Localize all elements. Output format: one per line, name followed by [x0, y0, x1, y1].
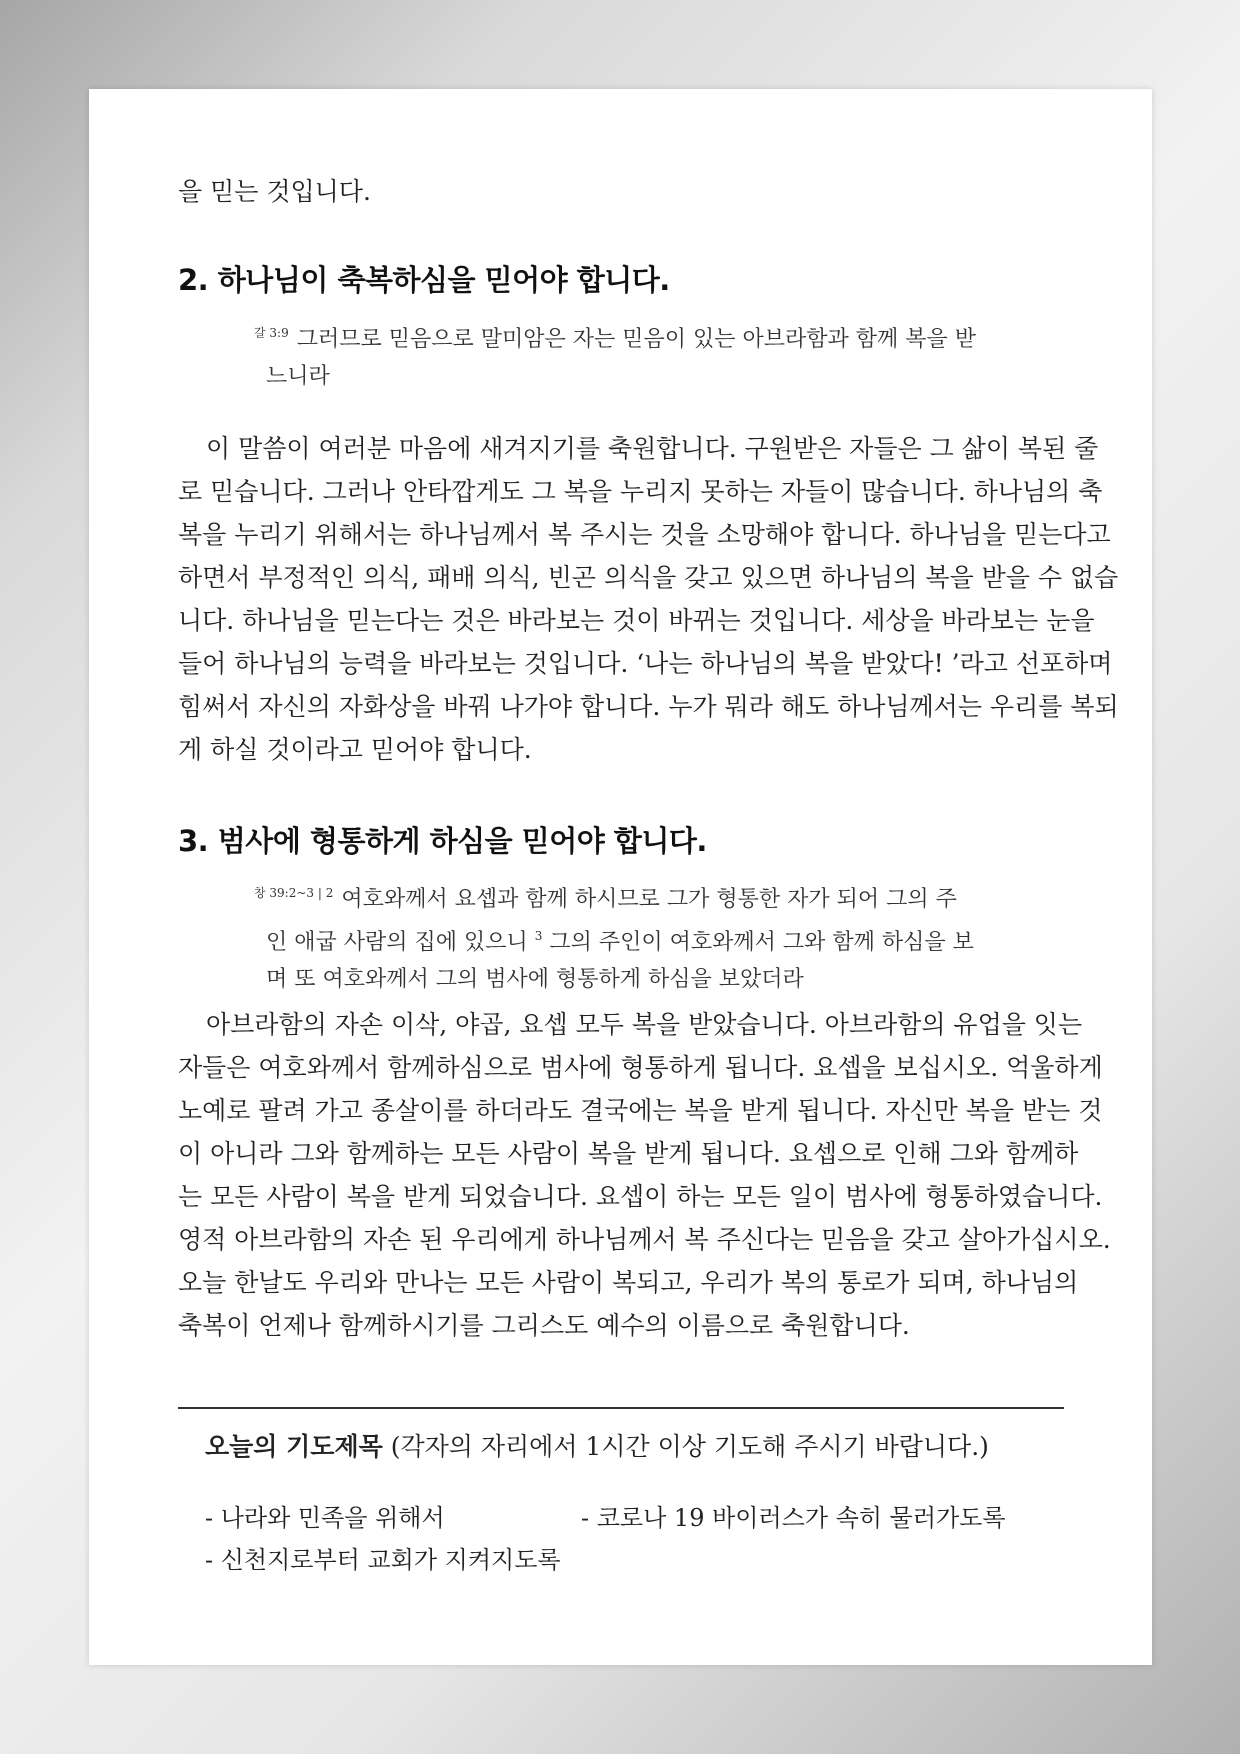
paragraph-line: 니다. 하나님을 믿는다는 것은 바라보는 것이 바뀌는 것입니다. 세상을 바라보는 눈을 — [178, 606, 1095, 635]
verse-text: 여호와께서 요셉과 함께 하시므로 그가 형통한 자가 되어 그의 주 — [341, 887, 957, 912]
section-2-heading: 2. 하나님이 축복하심을 믿어야 합니다. — [178, 263, 670, 297]
prayer-title — [205, 1427, 989, 1467]
prayer-subtitle: (각자의 자리에서 1시간 이상 기도해 주시기 바랍니다.) — [390, 1432, 989, 1461]
verse-line-3: 며 또 여호와께서 그의 범사에 형통하게 하심을 보았더라 — [266, 967, 804, 992]
verse-reference: 창 39:2~3 | 2 — [254, 886, 334, 900]
paragraph-line: 자들은 여호와께서 함께하심으로 범사에 형통하게 됩니다. 요셉을 보십시오. 억울하게 — [178, 1053, 1103, 1082]
verse-line-1 — [254, 875, 994, 918]
verse-line-2: 느니라 — [266, 364, 330, 389]
verse-text: 그러므로 믿음으로 말미암은 자는 믿음이 있는 아브라함과 함께 복을 받 — [296, 327, 976, 352]
verse-reference: 갈 3:9 — [254, 326, 289, 340]
paragraph-line: 이 말씀이 여러분 마음에 새겨지기를 축원합니다. 구원받은 자들은 그 삶이 복된 줄 — [206, 434, 1099, 463]
paragraph-line: 하면서 부정적인 의식, 패배 의식, 빈곤 의식을 갖고 있으면 하나님의 복을 받을 수 없습 — [178, 563, 1119, 592]
paragraph-line: 오늘 한날도 우리와 만나는 모든 사람이 복되고, 우리가 복의 통로가 되며, 하나님의 — [178, 1268, 1079, 1297]
paragraph-line: 게 하실 것이라고 믿어야 합니다. — [178, 735, 532, 764]
paragraph-line: 축복이 언제나 함께하시기를 그리스도 예수의 이름으로 축원합니다. — [178, 1311, 910, 1340]
verse-line-1 — [254, 315, 994, 358]
verse-line-2 — [254, 918, 994, 961]
paragraph-line: 이 아니라 그와 함께하는 모든 사람이 복을 받게 됩니다. 요셉으로 인해 그와 함께하 — [178, 1139, 1079, 1168]
divider — [178, 1407, 1064, 1409]
prayer-title-label: 오늘의 기도제목 — [205, 1432, 383, 1461]
verse-text: 인 애굽 사람의 집에 있으니 — [266, 930, 528, 955]
paragraph-line: 아브라함의 자손 이삭, 야곱, 요셉 모두 복을 받았습니다. 아브라함의 유업을 잇는 — [206, 1010, 1083, 1039]
prayer-item: - 신천지로부터 교회가 지켜지도록 — [205, 1546, 561, 1574]
paragraph-line: 로 믿습니다. 그러나 안타깝게도 그 복을 누리지 못하는 자들이 많습니다. 하나님의 축 — [178, 477, 1103, 506]
section-3-heading: 3. 범사에 형통하게 하심을 믿어야 합니다. — [178, 824, 707, 858]
paragraph-line: 힘써서 자신의 자화상을 바꿔 나가야 합니다. 누가 뭐라 해도 하나님께서는 우리를 복되 — [178, 692, 1119, 721]
paragraph-line: 복을 누리기 위해서는 하나님께서 복 주시는 것을 소망해야 합니다. 하나님을 믿는다고 — [178, 520, 1111, 549]
prayer-item: - 코로나 19 바이러스가 속히 물러가도록 — [581, 1504, 1006, 1532]
paragraph-line: 는 모든 사람이 복을 받게 되었습니다. 요셉이 하는 모든 일이 범사에 형통하였습니다. — [178, 1182, 1103, 1211]
section-3-paragraph — [178, 1003, 1111, 1347]
intro-line: 을 믿는 것입니다. — [178, 177, 371, 206]
section-2-verse — [254, 315, 994, 395]
section-3-verse — [254, 875, 994, 998]
verse-number: 3 — [534, 929, 543, 943]
document-page — [89, 89, 1152, 1665]
prayer-item: - 나라와 민족을 위해서 — [205, 1504, 445, 1532]
paragraph-line: 들어 하나님의 능력을 바라보는 것입니다. ‘나는 하나님의 복을 받았다! ’라고 선포하며 — [178, 649, 1113, 678]
paragraph-line: 노예로 팔려 가고 종살이를 하더라도 결국에는 복을 받게 됩니다. 자신만 복을 받는 것 — [178, 1096, 1103, 1125]
verse-text: 그의 주인이 여호와께서 그와 함께 하심을 보 — [549, 930, 974, 955]
paragraph-line: 영적 아브라함의 자손 된 우리에게 하나님께서 복 주신다는 믿음을 갖고 살아가십시오. — [178, 1225, 1111, 1254]
section-2-paragraph — [178, 427, 1119, 771]
